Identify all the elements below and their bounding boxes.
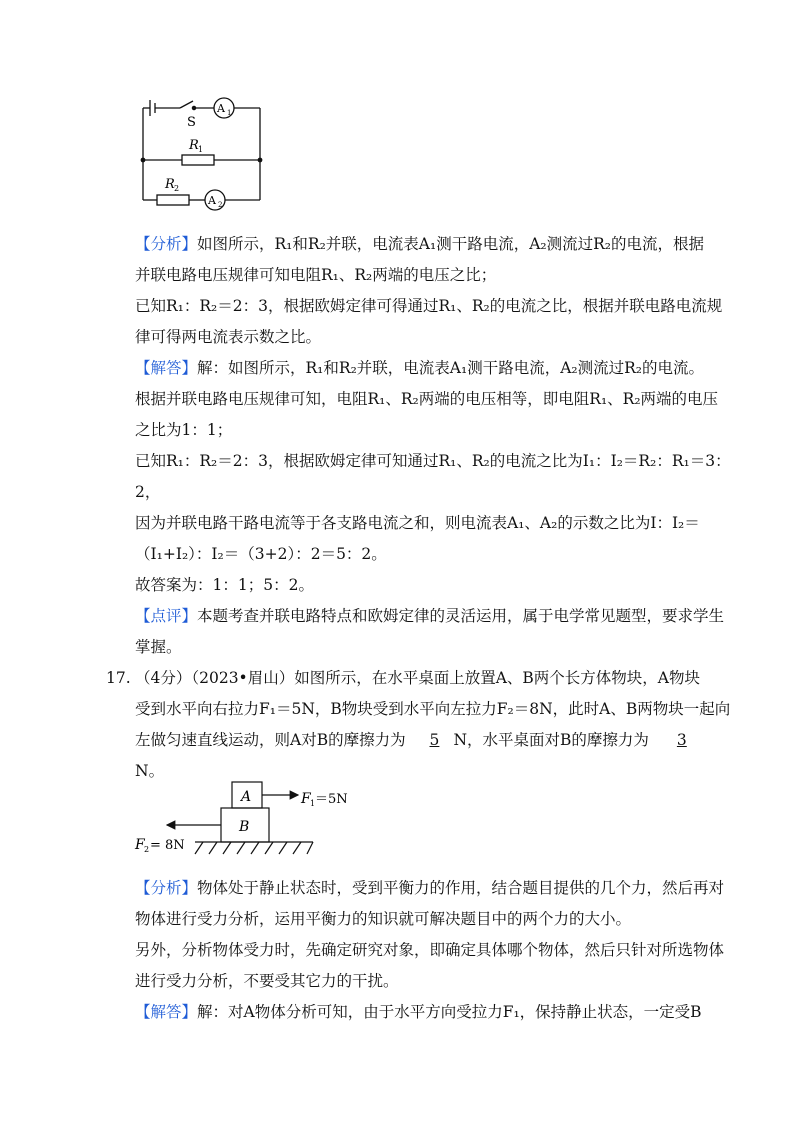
- block-a-label: A: [241, 789, 252, 805]
- q16-solution-line-1: 【解答】解：如图所示，R₁和R₂并联，电流表A₁测干路电流，A₂测流过R₂的电流。: [135, 359, 704, 377]
- q16-analysis-line-2: 并联电路电压规律可知电阻R₁、R₂两端的电压之比；: [135, 266, 497, 284]
- q17-analysis-line-3: 另外，分析物体受力时，先确定研究对象，即确定具体哪个物体，然后只针对所选物体: [135, 941, 725, 959]
- q17-analysis-line-4: 进行受力分析，不要受其它力的干扰。: [135, 972, 399, 990]
- solution-tag: 【解答】: [135, 359, 198, 377]
- r1-label: R: [189, 138, 199, 153]
- q17-stem-line-4: N。: [135, 762, 165, 780]
- svg-text:1: 1: [198, 145, 204, 154]
- f2-value: = 8N: [150, 838, 185, 853]
- resistor-r2-icon: [157, 195, 189, 205]
- svg-text:1: 1: [310, 799, 316, 808]
- junction-left: [141, 158, 146, 163]
- analysis-tag: 【分析】: [135, 235, 198, 253]
- junction-right: [258, 158, 263, 163]
- ground-hatch: [195, 842, 313, 854]
- q16-analysis-line-3: 已知R₁：R₂＝2：3，根据欧姆定律可得通过R₁、R₂的电流之比，根据并联电路电流规: [135, 297, 723, 315]
- q16-comment-line-2: 掌握。: [135, 638, 182, 656]
- force-diagram: [135, 780, 348, 860]
- answer-blank-2: 3: [676, 731, 687, 749]
- q16-solution-line-3: 之比为1：1；: [135, 421, 233, 439]
- svg-text:2: 2: [144, 845, 150, 854]
- q16-analysis-line-4: 律可得两电流表示数之比。: [135, 328, 322, 346]
- q16-solution-line-5: 2，: [135, 483, 161, 501]
- switch-label: S: [187, 115, 196, 130]
- ammeter-a1-label: A: [217, 102, 225, 115]
- switch-icon: [180, 101, 193, 108]
- r2-label: R: [165, 177, 175, 192]
- q16-analysis-line-1: 【分析】如图所示，R₁和R₂并联，电流表A₁测干路电流，A₂测流过R₂的电流，根据: [135, 235, 704, 253]
- q17-solution-line-1: 【解答】解：对A物体分析可知，由于水平方向受拉力F₁，保持静止状态，一定受B: [135, 1003, 702, 1021]
- q17-analysis-line-2: 物体进行受力分析，运用平衡力的知识就可解决题目中的两个力的大小。: [135, 910, 632, 928]
- q16-comment-line-1: 【点评】本题考查并联电路特点和欧姆定律的灵活运用，属于电学常见题型，要求学生: [135, 607, 725, 625]
- f1-label: F: [301, 791, 311, 807]
- circuit-diagram: [135, 90, 275, 215]
- svg-text:2: 2: [174, 184, 180, 193]
- q16-solution-line-7: （I₁+I₂）：I₂＝（3+2）：2＝5：2。: [135, 545, 387, 563]
- q16-solution-line-4: 已知R₁：R₂＝2：3，根据欧姆定律可知通过R₁、R₂的电流之比为I₁：I₂＝R₂：R₁＝3：: [135, 452, 731, 470]
- q17-stem-line-3: 左做匀速直线运动，则A对B的摩擦力为 5 N，水平桌面对B的摩擦力为 3: [135, 731, 687, 749]
- solution-tag: 【解答】: [135, 1003, 198, 1021]
- f1-value: ＝5N: [315, 792, 348, 807]
- svg-text:1: 1: [227, 109, 232, 117]
- q17-stem-line-1: （4分）（2023•眉山）如图所示，在水平桌面上放置A、B两个长方体物块，A物块: [135, 669, 700, 687]
- block-b-label: B: [239, 819, 250, 835]
- resistor-r1-icon: [182, 155, 214, 165]
- ammeter-a2-label: A: [208, 194, 216, 207]
- comment-tag: 【点评】: [135, 607, 198, 625]
- f2-label: F: [135, 837, 145, 853]
- q16-solution-line-8: 故答案为：1：1；5：2。: [135, 576, 314, 594]
- q17-stem-line-2: 受到水平向右拉力F₁＝5N，B物块受到水平向左拉力F₂＝8N，此时A、B两物块一起向: [135, 700, 731, 718]
- q16-solution-line-2: 根据并联电路电压规律可知，电阻R₁、R₂两端的电压相等，即电阻R₁、R₂两端的电压: [135, 390, 719, 408]
- q16-solution-line-6: 因为并联电路干路电流等于各支路电流之和，则电流表A₁、A₂的示数之比为I：I₂＝: [135, 514, 700, 532]
- q17-analysis-line-1: 【分析】物体处于静止状态时，受到平衡力的作用，结合题目提供的几个力，然后再对: [135, 879, 725, 897]
- svg-text:2: 2: [218, 201, 223, 209]
- answer-blank-1: 5: [429, 731, 440, 749]
- analysis-tag: 【分析】: [135, 879, 198, 897]
- question-number: 17.: [106, 669, 131, 687]
